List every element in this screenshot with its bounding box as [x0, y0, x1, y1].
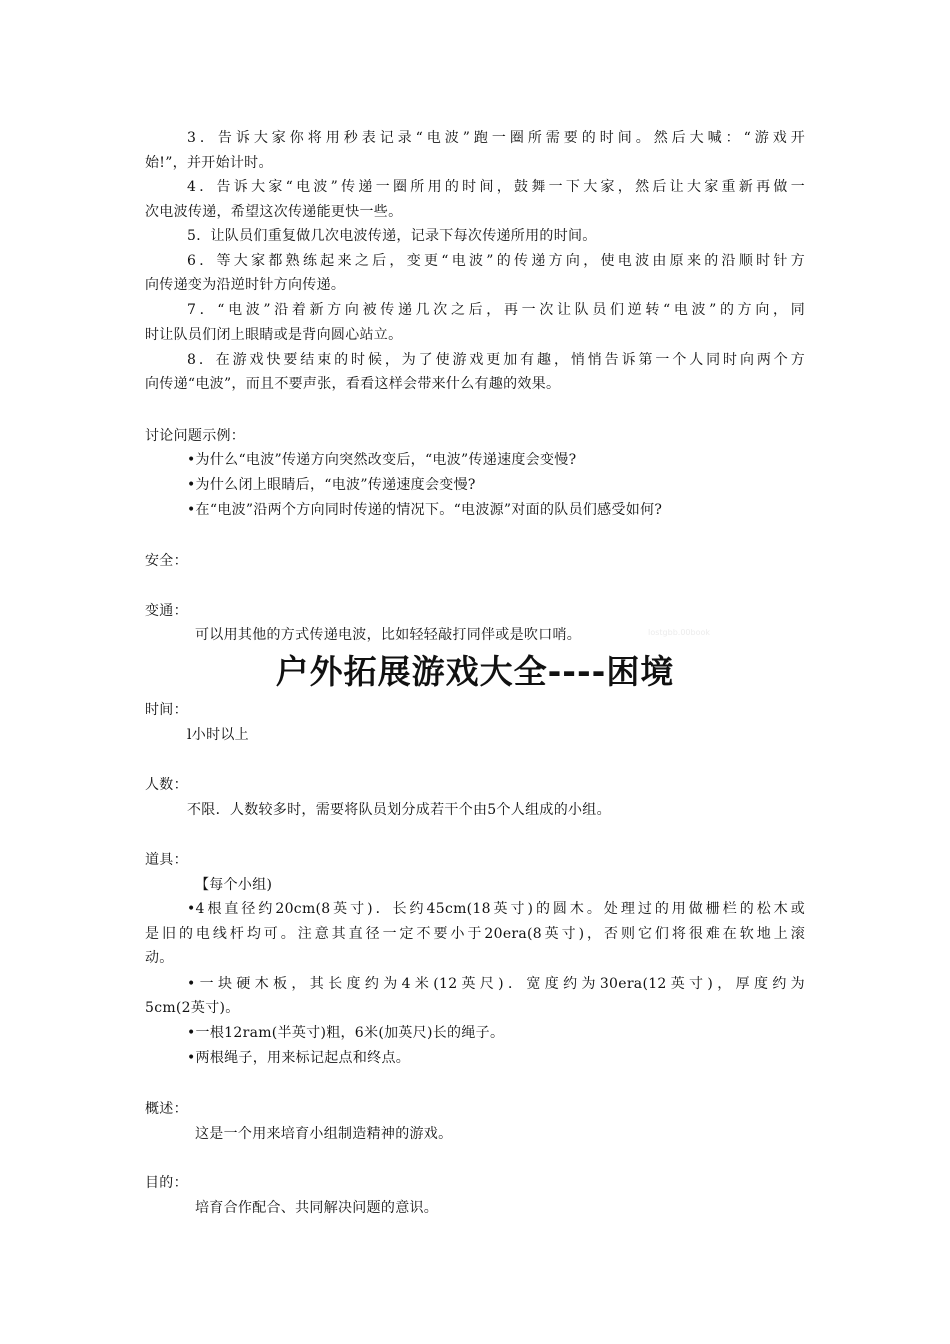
props-item-1-line-3: 动。 — [145, 950, 174, 966]
watermark-text: Iostgbb.00book — [648, 628, 711, 637]
step-3-line-2: 始!”，并开始计时。 — [145, 155, 273, 171]
step-5-line-1: 5．让队员们重复做几次电波传递，记录下每次传递所用的时间。 — [187, 228, 597, 244]
step-8-line-1: 8．在游戏快要结束的时候，为了使游戏更加有趣，悄悄告诉第一个人同时向两个方 — [187, 352, 805, 368]
discussion-item: •在“电波”沿两个方向同时传递的情况下。“电波源”对面的队员们感受如何? — [187, 502, 663, 518]
step-6-line-2: 向传递变为沿逆时针方向传递。 — [145, 277, 346, 293]
time-heading: 时间： — [145, 702, 188, 718]
overview-heading: 概述： — [145, 1101, 188, 1117]
props-item-3: •一根12ram(半英寸)粗，6米(加英尺)长的绳子。 — [187, 1025, 505, 1041]
step-4-line-2: 次电波传递，希望这次传递能更快一些。 — [145, 204, 403, 220]
variation-heading: 变通： — [145, 603, 188, 619]
step-8-line-2: 向传递“电波”，而且不要声张，看看这样会带来什么有趣的效果。 — [145, 376, 561, 392]
safety-heading: 安全： — [145, 553, 188, 569]
discussion-item: •为什么“电波”传递方向突然改变后，“电波”传递速度会变慢? — [187, 452, 577, 468]
step-7-line-1: 7．“电波”沿着新方向被传递几次之后，再一次让队员们逆转“电波”的方向，同 — [187, 302, 805, 318]
props-item-1-line-1: •4根直径约20cm(8英寸)．长约45cm(18英寸)的圆木。处理过的用做栅栏的松木或 — [187, 901, 805, 917]
props-item-4: •两根绳子，用来标记起点和终点。 — [187, 1050, 411, 1066]
props-group-label: 【每个小组) — [195, 877, 273, 893]
props-item-1-line-2: 是旧的电线杆均可。注意其直径一定不要小于20era(8英寸)，否则它们将很难在软地上滚 — [145, 926, 805, 942]
discussion-item: •为什么闭上眼睛后，“电波”传递速度会变慢? — [187, 477, 476, 493]
props-item-2-line-2: 5cm(2英寸)。 — [145, 1000, 240, 1016]
step-7-line-2: 时让队员们闭上眼睛或是背向圆心站立。 — [145, 327, 403, 343]
time-text: l小时以上 — [187, 727, 249, 743]
discussion-heading: 讨论问题示例： — [145, 428, 246, 444]
people-text: 不限．人数较多时，需要将队员划分成若干个由5个人组成的小组。 — [187, 802, 611, 818]
step-4-line-1: 4．告诉大家“电波”传递一圈所用的时间，鼓舞一下大家，然后让大家重新再做一 — [187, 179, 805, 195]
props-heading: 道具： — [145, 852, 188, 868]
overview-text: 这是一个用来培育小组制造精神的游戏。 — [195, 1126, 453, 1142]
step-3-line-1: 3．告诉大家你将用秒表记录“电波”跑一圈所需要的时间。然后大喊：“游戏开 — [187, 130, 805, 146]
people-heading: 人数： — [145, 777, 188, 793]
purpose-text: 培育合作配合、共同解决问题的意识。 — [195, 1200, 439, 1216]
variation-text: 可以用其他的方式传递电波，比如轻轻敲打同伴或是吹口哨。 — [195, 627, 582, 643]
page-title: 户外拓展游戏大全----困境 — [275, 652, 675, 691]
props-item-2-line-1: •一块硬木板，其长度约为4米(12英尺)．宽度约为30era(12英寸)，厚度约为 — [187, 976, 805, 992]
purpose-heading: 目的： — [145, 1175, 188, 1191]
step-6-line-1: 6．等大家都熟练起来之后，变更“电波”的传递方向，使电波由原来的沿顺时针方 — [187, 253, 805, 269]
